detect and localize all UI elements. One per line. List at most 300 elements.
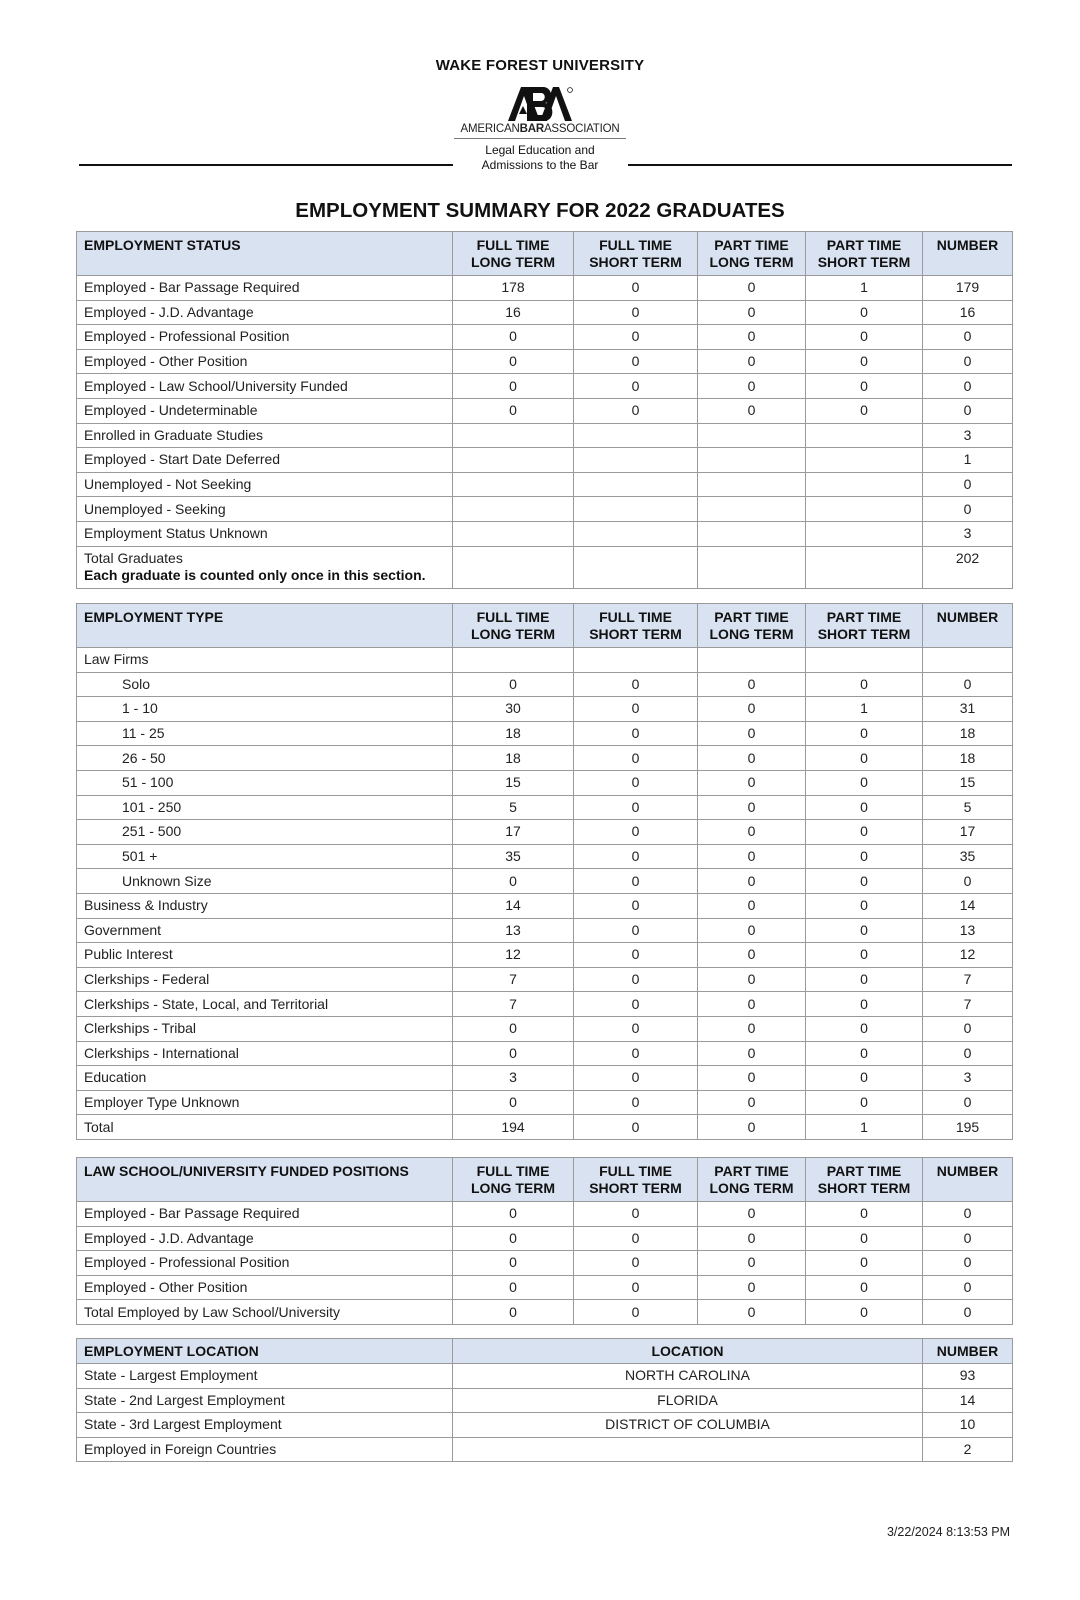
row-label: State - 2nd Largest Employment (77, 1388, 453, 1413)
col-header: PART TIME LONG TERM (698, 1158, 806, 1202)
value-cell: 0 (574, 746, 698, 771)
value-cell: 15 (923, 770, 1013, 795)
value-cell (574, 497, 698, 522)
value-cell: 0 (698, 1275, 806, 1300)
table-header-row (77, 232, 1013, 276)
row-label: Employed - Start Date Deferred (77, 448, 453, 473)
row-label: Employed - J.D. Advantage (77, 1226, 453, 1251)
table-row (77, 1251, 1013, 1276)
value-cell: 0 (698, 1226, 806, 1251)
table-row (77, 746, 1013, 771)
table-body (77, 1364, 1013, 1462)
value-cell (453, 472, 574, 497)
col-header-number: NUMBER (923, 1339, 1013, 1364)
table-row (77, 349, 1013, 374)
value-cell: 0 (574, 1016, 698, 1041)
value-cell: 0 (453, 672, 574, 697)
row-label: Employer Type Unknown (77, 1090, 453, 1115)
logo-divider (454, 138, 626, 139)
value-cell: 0 (698, 918, 806, 943)
value-cell: 18 (453, 746, 574, 771)
value-cell: 0 (806, 770, 923, 795)
value-cell: 1 (806, 1115, 923, 1140)
table-body (77, 648, 1013, 1140)
value-cell: 7 (923, 992, 1013, 1017)
table-row (77, 844, 1013, 869)
value-cell: 0 (806, 820, 923, 845)
col-header: FULL TIME SHORT TERM (574, 604, 698, 648)
value-cell: 0 (806, 943, 923, 968)
table-row (77, 1202, 1013, 1227)
value-cell: 0 (453, 398, 574, 423)
value-cell: 1 (806, 697, 923, 722)
value-cell: 5 (453, 795, 574, 820)
value-cell: 0 (453, 1226, 574, 1251)
table-row (77, 521, 1013, 546)
value-cell: 0 (698, 1251, 806, 1276)
value-cell: 0 (574, 943, 698, 968)
number-cell: 93 (923, 1364, 1013, 1389)
row-label: 1 - 10 (77, 697, 453, 722)
table-row (77, 325, 1013, 350)
row-label: Solo (77, 672, 453, 697)
table-row (77, 448, 1013, 473)
value-cell: 12 (453, 943, 574, 968)
row-label: Total Employed by Law School/University (77, 1300, 453, 1325)
value-cell: 0 (806, 992, 923, 1017)
value-cell: 0 (574, 1066, 698, 1091)
value-cell: 0 (698, 1066, 806, 1091)
value-cell: 0 (806, 672, 923, 697)
value-cell: 0 (806, 746, 923, 771)
value-cell (574, 448, 698, 473)
section-heading: EMPLOYMENT LOCATION (77, 1339, 453, 1364)
value-cell: 0 (806, 721, 923, 746)
value-cell: 0 (574, 349, 698, 374)
value-cell: 178 (453, 276, 574, 301)
value-cell: 16 (453, 300, 574, 325)
value-cell: 0 (806, 1041, 923, 1066)
table-cell (574, 546, 698, 588)
header-rule-left (79, 164, 453, 166)
section-name-line1: Legal Education and (485, 143, 595, 157)
table-row (77, 697, 1013, 722)
row-label: Clerkships - Federal (77, 967, 453, 992)
page-title: EMPLOYMENT SUMMARY FOR 2022 GRADUATES (295, 199, 785, 222)
row-label: Employed - Other Position (77, 1275, 453, 1300)
value-cell: 0 (923, 1090, 1013, 1115)
row-label: Clerkships - International (77, 1041, 453, 1066)
value-cell: 0 (698, 374, 806, 399)
value-cell: 0 (698, 672, 806, 697)
row-label: 251 - 500 (77, 820, 453, 845)
value-cell: 0 (574, 1275, 698, 1300)
table-row (77, 1016, 1013, 1041)
value-cell (698, 497, 806, 522)
row-label: Education (77, 1066, 453, 1091)
value-cell: 0 (806, 795, 923, 820)
value-cell: 18 (923, 746, 1013, 771)
table-cell (698, 546, 806, 588)
value-cell: 0 (923, 398, 1013, 423)
value-cell: 0 (574, 398, 698, 423)
value-cell: 35 (923, 844, 1013, 869)
value-cell: 0 (923, 1041, 1013, 1066)
value-cell: 0 (453, 1016, 574, 1041)
value-cell: 0 (453, 1300, 574, 1325)
table-row (77, 918, 1013, 943)
value-cell (453, 497, 574, 522)
table-row-total (77, 546, 1013, 588)
table-row (77, 472, 1013, 497)
value-cell: 179 (923, 276, 1013, 301)
total-value-cell: 202 (923, 546, 1013, 588)
value-cell: 0 (574, 1226, 698, 1251)
value-cell: 0 (574, 844, 698, 869)
value-cell (453, 448, 574, 473)
col-header: PART TIME SHORT TERM (806, 232, 923, 276)
value-cell (574, 423, 698, 448)
value-cell: 0 (698, 1090, 806, 1115)
col-header: NUMBER (923, 232, 1013, 276)
value-cell: 0 (698, 746, 806, 771)
table-row (77, 1413, 1013, 1438)
table-body (77, 276, 1013, 547)
value-cell: 0 (698, 398, 806, 423)
value-cell: 0 (806, 1090, 923, 1115)
value-cell: 0 (453, 869, 574, 894)
col-header: FULL TIME SHORT TERM (574, 232, 698, 276)
table-row (77, 943, 1013, 968)
value-cell: 0 (574, 1041, 698, 1066)
section-heading: EMPLOYMENT STATUS (77, 232, 453, 276)
value-cell: 194 (453, 1115, 574, 1140)
row-label: Total (77, 1115, 453, 1140)
value-cell: 0 (574, 967, 698, 992)
location-cell: NORTH CAROLINA (453, 1364, 923, 1389)
value-cell: 0 (698, 1202, 806, 1227)
value-cell: 0 (698, 992, 806, 1017)
value-cell: 0 (806, 869, 923, 894)
table-header-row (77, 1158, 1013, 1202)
value-cell: 0 (698, 1016, 806, 1041)
value-cell: 0 (923, 1251, 1013, 1276)
value-cell: 0 (698, 869, 806, 894)
value-cell: 0 (923, 472, 1013, 497)
row-label: Unknown Size (77, 869, 453, 894)
value-cell: 30 (453, 697, 574, 722)
value-cell: 0 (923, 1275, 1013, 1300)
value-cell (698, 472, 806, 497)
value-cell: 0 (698, 349, 806, 374)
value-cell: 0 (806, 325, 923, 350)
row-label: Enrolled in Graduate Studies (77, 423, 453, 448)
location-cell (453, 1437, 923, 1462)
number-cell: 2 (923, 1437, 1013, 1462)
value-cell: 18 (923, 721, 1013, 746)
row-label: 11 - 25 (77, 721, 453, 746)
value-cell: 13 (923, 918, 1013, 943)
value-cell: 0 (698, 1115, 806, 1140)
value-cell: 0 (806, 1016, 923, 1041)
value-cell: 0 (806, 1300, 923, 1325)
number-cell: 14 (923, 1388, 1013, 1413)
table-row (77, 398, 1013, 423)
row-label: Employment Status Unknown (77, 521, 453, 546)
table-header-row (77, 604, 1013, 648)
table-row (77, 276, 1013, 301)
row-label: Clerkships - Tribal (77, 1016, 453, 1041)
aba-association-wordmark: AMERICANBARASSOCIATION (460, 123, 620, 135)
value-cell: 17 (453, 820, 574, 845)
employment-status-table (76, 231, 1013, 589)
school-name: WAKE FOREST UNIVERSITY (435, 57, 645, 74)
row-label: Employed - J.D. Advantage (77, 300, 453, 325)
value-cell: 3 (923, 521, 1013, 546)
value-cell (698, 648, 806, 673)
value-cell: 0 (923, 1226, 1013, 1251)
value-cell: 0 (923, 869, 1013, 894)
location-cell: FLORIDA (453, 1388, 923, 1413)
value-cell: 0 (698, 1041, 806, 1066)
employment-location-table (76, 1338, 1013, 1462)
value-cell: 0 (574, 770, 698, 795)
value-cell: 0 (923, 672, 1013, 697)
value-cell: 0 (574, 1251, 698, 1276)
value-cell: 3 (923, 423, 1013, 448)
row-label: Unemployed - Seeking (77, 497, 453, 522)
value-cell: 0 (574, 721, 698, 746)
value-cell (806, 521, 923, 546)
value-cell (806, 472, 923, 497)
value-cell (806, 648, 923, 673)
value-cell (453, 423, 574, 448)
aba-logo-icon (507, 86, 573, 122)
table-row (77, 1364, 1013, 1389)
table-body (77, 1202, 1013, 1325)
col-header: PART TIME SHORT TERM (806, 1158, 923, 1202)
row-label: Employed - Other Position (77, 349, 453, 374)
value-cell: 35 (453, 844, 574, 869)
value-cell: 0 (453, 1090, 574, 1115)
value-cell: 0 (574, 1300, 698, 1325)
value-cell: 0 (923, 349, 1013, 374)
value-cell: 0 (806, 893, 923, 918)
table-row (77, 1300, 1013, 1325)
table-row (77, 1226, 1013, 1251)
value-cell: 0 (698, 770, 806, 795)
row-label: Employed - Bar Passage Required (77, 276, 453, 301)
value-cell (806, 423, 923, 448)
value-cell: 0 (923, 374, 1013, 399)
value-cell: 0 (923, 497, 1013, 522)
value-cell: 16 (923, 300, 1013, 325)
table-header-row (77, 1339, 1013, 1364)
value-cell: 0 (806, 1226, 923, 1251)
row-label: Clerkships - State, Local, and Territorial (77, 992, 453, 1017)
value-cell: 7 (453, 967, 574, 992)
section-heading: LAW SCHOOL/UNIVERSITY FUNDED POSITIONS (77, 1158, 453, 1202)
table-row (77, 648, 1013, 673)
value-cell: 0 (923, 1016, 1013, 1041)
value-cell: 1 (806, 276, 923, 301)
table-row (77, 967, 1013, 992)
value-cell: 0 (574, 992, 698, 1017)
value-cell: 31 (923, 697, 1013, 722)
table-cell (453, 546, 574, 588)
row-label: State - 3rd Largest Employment (77, 1413, 453, 1438)
value-cell: 0 (806, 1066, 923, 1091)
table-row (77, 721, 1013, 746)
value-cell (574, 521, 698, 546)
row-label: Business & Industry (77, 893, 453, 918)
value-cell: 0 (806, 844, 923, 869)
table-row (77, 423, 1013, 448)
value-cell: 0 (453, 374, 574, 399)
value-cell: 7 (923, 967, 1013, 992)
table-row (77, 1066, 1013, 1091)
col-header-location: LOCATION (453, 1339, 923, 1364)
value-cell: 0 (453, 1202, 574, 1227)
value-cell: 0 (574, 276, 698, 301)
value-cell: 0 (574, 374, 698, 399)
value-cell: 0 (453, 349, 574, 374)
value-cell: 0 (698, 943, 806, 968)
value-cell: 12 (923, 943, 1013, 968)
value-cell (574, 472, 698, 497)
value-cell: 0 (574, 820, 698, 845)
value-cell: 0 (574, 795, 698, 820)
row-label: Employed - Professional Position (77, 325, 453, 350)
value-cell (698, 423, 806, 448)
col-header: FULL TIME SHORT TERM (574, 1158, 698, 1202)
col-header: PART TIME LONG TERM (698, 604, 806, 648)
row-label: Public Interest (77, 943, 453, 968)
table-row (77, 672, 1013, 697)
total-note: Each graduate is counted only once in this section. (84, 566, 426, 583)
value-cell: 195 (923, 1115, 1013, 1140)
row-label: Employed - Professional Position (77, 1251, 453, 1276)
col-header: PART TIME LONG TERM (698, 232, 806, 276)
row-label: Employed - Law School/University Funded (77, 374, 453, 399)
col-header: NUMBER (923, 1158, 1013, 1202)
value-cell: 0 (698, 325, 806, 350)
row-label: Unemployed - Not Seeking (77, 472, 453, 497)
table-row (77, 1090, 1013, 1115)
value-cell (453, 648, 574, 673)
value-cell (574, 648, 698, 673)
table-row (77, 1275, 1013, 1300)
value-cell: 0 (698, 844, 806, 869)
table-row (77, 992, 1013, 1017)
value-cell: 0 (923, 1202, 1013, 1227)
value-cell: 5 (923, 795, 1013, 820)
row-label: Government (77, 918, 453, 943)
value-cell: 0 (698, 795, 806, 820)
value-cell: 0 (453, 1251, 574, 1276)
value-cell: 0 (806, 918, 923, 943)
value-cell: 0 (806, 300, 923, 325)
value-cell: 0 (923, 325, 1013, 350)
table-row (77, 374, 1013, 399)
col-header: NUMBER (923, 604, 1013, 648)
value-cell: 18 (453, 721, 574, 746)
table-cell (806, 546, 923, 588)
value-cell: 0 (698, 967, 806, 992)
table-row (77, 893, 1013, 918)
row-label: Employed - Bar Passage Required (77, 1202, 453, 1227)
table-row (77, 1115, 1013, 1140)
number-cell: 10 (923, 1413, 1013, 1438)
table-row (77, 1041, 1013, 1066)
col-header: FULL TIME LONG TERM (453, 1158, 574, 1202)
value-cell: 3 (923, 1066, 1013, 1091)
row-label: 51 - 100 (77, 770, 453, 795)
value-cell: 0 (923, 1300, 1013, 1325)
table-row (77, 300, 1013, 325)
row-label: 101 - 250 (77, 795, 453, 820)
value-cell: 0 (806, 1251, 923, 1276)
col-header: FULL TIME LONG TERM (453, 604, 574, 648)
value-cell: 14 (453, 893, 574, 918)
value-cell: 13 (453, 918, 574, 943)
location-cell: DISTRICT OF COLUMBIA (453, 1413, 923, 1438)
value-cell: 0 (453, 325, 574, 350)
value-cell (806, 497, 923, 522)
value-cell: 0 (698, 721, 806, 746)
value-cell (806, 448, 923, 473)
value-cell (453, 521, 574, 546)
value-cell: 1 (923, 448, 1013, 473)
row-label: Employed in Foreign Countries (77, 1437, 453, 1462)
col-header: PART TIME SHORT TERM (806, 604, 923, 648)
value-cell: 7 (453, 992, 574, 1017)
value-cell: 0 (806, 398, 923, 423)
value-cell: 3 (453, 1066, 574, 1091)
value-cell: 0 (574, 1115, 698, 1140)
value-cell: 0 (698, 697, 806, 722)
value-cell: 17 (923, 820, 1013, 845)
table-row (77, 1437, 1013, 1462)
employment-type-table (76, 603, 1013, 1140)
value-cell: 0 (574, 325, 698, 350)
header-rule-right (628, 164, 1012, 166)
value-cell: 0 (806, 374, 923, 399)
value-cell: 0 (698, 820, 806, 845)
value-cell: 0 (698, 893, 806, 918)
table-row (77, 869, 1013, 894)
value-cell: 0 (574, 1202, 698, 1227)
value-cell: 15 (453, 770, 574, 795)
total-label-cell: Total Graduates Each graduate is counted only once in this section. (77, 546, 453, 588)
value-cell: 0 (806, 349, 923, 374)
table-row (77, 770, 1013, 795)
value-cell: 0 (574, 697, 698, 722)
print-timestamp: 3/22/2024 8:13:53 PM (886, 1525, 1010, 1539)
value-cell (923, 648, 1013, 673)
row-label: State - Largest Employment (77, 1364, 453, 1389)
value-cell: 0 (574, 1090, 698, 1115)
table-row (77, 795, 1013, 820)
aba-logo (440, 86, 640, 173)
value-cell: 0 (698, 1300, 806, 1325)
value-cell: 0 (806, 1275, 923, 1300)
table-row (77, 497, 1013, 522)
row-label: Employed - Undeterminable (77, 398, 453, 423)
table-row (77, 1388, 1013, 1413)
value-cell: 0 (806, 967, 923, 992)
value-cell: 0 (698, 276, 806, 301)
